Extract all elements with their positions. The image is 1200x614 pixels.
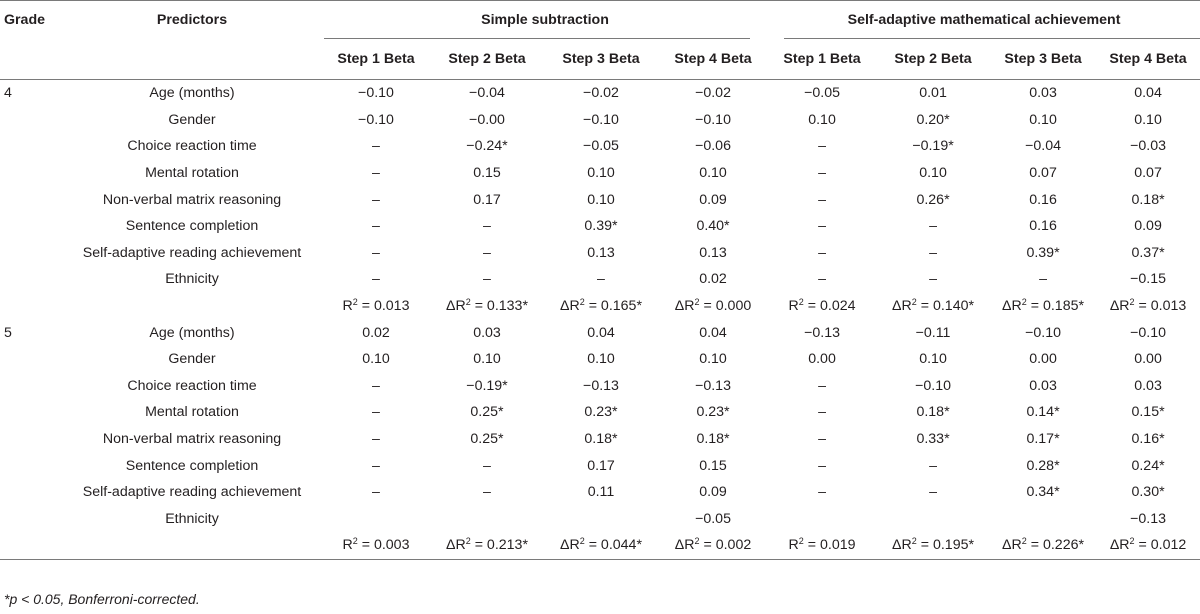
value-cell: 0.16* [1131,431,1165,448]
predictor-cell: Mental rotation [145,404,239,421]
value-cell: 0.10 [1029,111,1057,128]
value-cell [990,506,1096,533]
value-cell: – [818,138,826,155]
header-step-8: Step 4 Beta [1096,39,1200,80]
value-cell: 0.03 [1029,377,1057,394]
r-squared-cell [876,293,990,320]
value-cell: – [818,165,826,182]
value-cell: 0.09 [1134,218,1162,235]
header-step-1: Step 1 Beta [322,39,430,80]
r-squared-symbol: ΔR [674,537,695,554]
r-squared-cell [768,532,876,559]
r-squared-exponent: 2 [1129,297,1135,308]
r-squared-exponent: 2 [798,536,804,547]
r-squared-symbol: ΔR [560,298,580,315]
value-cell: – [483,271,491,288]
value-cell: 0.09 [699,484,727,501]
table-row [0,373,1200,400]
header-group-simple-subtraction [322,1,768,40]
value-cell: 0.26* [916,191,950,208]
grade-cell [0,240,62,267]
value-cell: 0.00 [808,351,836,368]
value-cell: 0.10 [699,165,727,182]
r-squared-exponent: 2 [465,536,471,547]
value-cell: −0.04 [1025,138,1061,155]
value-cell: – [818,431,826,448]
value-cell: 0.04 [699,324,727,341]
value-cell: 0.25* [470,404,504,421]
value-cell: 0.23* [584,404,618,421]
value-cell: – [372,191,380,208]
value-cell: −0.15 [1130,271,1166,288]
value-cell: 0.18* [584,431,618,448]
value-cell: – [818,484,826,501]
r-squared-exponent: 2 [1129,536,1135,547]
predictor-cell: Age (months) [149,324,235,341]
predictor-cell: Sentence completion [125,457,259,474]
value-cell: 0.13 [587,244,615,261]
r-squared-exponent: 2 [579,536,585,547]
r-squared-symbol: ΔR [1002,298,1022,315]
r-squared-cell [768,293,876,320]
r-squared-value: = 0.165* [584,298,642,315]
r-squared-exponent: 2 [798,297,804,308]
value-cell: −0.05 [804,85,840,102]
value-cell: 0.10 [919,165,947,182]
table-row [0,186,1200,213]
value-cell: 0.09 [699,191,727,208]
predictor-cell: Mental rotation [145,165,239,182]
value-cell: −0.13 [1130,510,1166,527]
table-row [0,133,1200,160]
value-cell: −0.10 [915,377,951,394]
table-row [0,346,1200,373]
r-squared-value: = 0.195* [916,537,974,554]
r-squared-symbol: ΔR [560,537,580,554]
r-squared-value: = 0.024 [803,298,856,315]
r-squared-cell [1096,293,1200,320]
r-squared-exponent: 2 [579,297,585,308]
value-cell: 0.37* [1131,244,1165,261]
header-step-4: Step 4 Beta [658,39,768,80]
grade-cell [0,506,62,533]
value-cell: 0.17 [587,457,615,474]
value-cell: 0.04 [1134,85,1162,102]
value-cell [430,506,544,533]
r-squared-value: = 0.185* [1026,298,1084,315]
value-cell: −0.13 [804,324,840,341]
value-cell: 0.03 [473,324,501,341]
value-cell: – [929,271,937,288]
value-cell: 0.04 [587,324,615,341]
r-squared-value: = 0.013 [357,298,410,315]
value-cell: 0.30* [1131,484,1165,501]
table-row [0,319,1200,346]
value-cell: −0.24* [466,138,508,155]
grade-cell: 5 [4,324,12,341]
group-underline-left [324,38,750,39]
value-cell: – [818,191,826,208]
value-cell [544,506,658,533]
value-cell: 0.13 [699,244,727,261]
r-squared-symbol: ΔR [446,298,466,315]
value-cell: 0.01 [919,85,947,102]
r-squared-value: = 0.002 [699,537,752,554]
grade-cell [0,266,62,293]
value-cell: – [1039,271,1047,288]
r-squared-value: = 0.013 [1134,298,1187,315]
value-cell: −0.00 [469,111,505,128]
value-cell: – [483,244,491,261]
r-squared-cell [1096,532,1200,559]
group-title-simple-subtraction: Simple subtraction [481,12,609,28]
table-row [0,426,1200,453]
r-squared-exponent: 2 [694,297,700,308]
r-squared-cell [322,532,430,559]
predictor-cell: Gender [168,111,216,128]
value-cell: – [929,457,937,474]
value-cell: 0.15 [699,457,727,474]
r-squared-cell [990,293,1096,320]
value-cell: 0.34* [1026,484,1060,501]
value-cell: 0.10 [808,111,836,128]
grade-cell [0,452,62,479]
value-cell: 0.39* [584,218,618,235]
r-squared-value: = 0.226* [1026,537,1084,554]
blank-cell [0,532,62,559]
r-squared-symbol: R [788,298,799,315]
r-squared-value: = 0.012 [1134,537,1187,554]
value-cell: 0.17* [1026,431,1060,448]
table-row [0,107,1200,134]
value-cell: 0.16 [1029,191,1057,208]
r-squared-cell [430,532,544,559]
value-cell: 0.03 [1134,377,1162,394]
r-squared-value: = 0.140* [916,298,974,315]
grade-cell [0,373,62,400]
value-cell: 0.25* [470,431,504,448]
predictor-cell: Non-verbal matrix reasoning [102,431,282,448]
header-step-5: Step 1 Beta [768,39,876,80]
value-cell: – [483,457,491,474]
value-cell: – [372,271,380,288]
grade-cell [0,107,62,134]
value-cell: – [483,218,491,235]
value-cell: −0.10 [1025,324,1061,341]
predictor-cell: Sentence completion [125,218,259,235]
value-cell: – [372,218,380,235]
value-cell: −0.19* [466,377,508,394]
r-squared-cell [658,532,768,559]
r-squared-exponent: 2 [911,536,917,547]
group-title-math-achievement: Self-adaptive mathematical achievement [847,12,1121,28]
r-squared-exponent: 2 [1021,297,1027,308]
grade-cell [0,213,62,240]
grade-cell [0,399,62,426]
r-squared-exponent: 2 [1021,536,1027,547]
value-cell: – [818,218,826,235]
predictor-cell: Age (months) [149,85,235,102]
value-cell: 0.39* [1026,244,1060,261]
predictor-cell: Self-adaptive reading achievement [82,484,302,501]
table-row [0,213,1200,240]
grade-cell: 4 [4,85,12,102]
value-cell: 0.03 [1029,85,1057,102]
r-squared-symbol: ΔR [1109,537,1130,554]
value-cell: – [818,457,826,474]
value-cell: – [929,218,937,235]
value-cell: 0.11 [587,484,615,501]
table-row [0,506,1200,533]
value-cell: 0.00 [1134,351,1162,368]
header-blank-grade [0,39,62,80]
value-cell: – [483,484,491,501]
value-cell: 0.18* [696,431,730,448]
r-squared-value: = 0.133* [470,298,528,315]
r-squared-exponent: 2 [465,297,471,308]
header-grade: Grade [0,1,62,40]
r-squared-value: = 0.213* [470,537,528,554]
header-group-math-achievement [768,1,1200,40]
value-cell: −0.10 [695,111,731,128]
r-squared-cell [430,293,544,320]
value-cell [876,506,990,533]
value-cell: −0.05 [583,138,619,155]
value-cell: – [929,484,937,501]
value-cell: 0.40* [696,218,730,235]
value-cell: – [372,457,380,474]
r-squared-value: = 0.019 [803,537,856,554]
header-blank-predictor [62,39,322,80]
value-cell: 0.15* [1131,404,1165,421]
grade-cell [0,186,62,213]
blank-cell [62,293,322,320]
value-cell: – [818,404,826,421]
r-squared-value: = 0.044* [584,537,642,554]
value-cell: 0.10 [362,351,390,368]
r-squared-row [0,293,1200,320]
r-squared-exponent: 2 [352,297,358,308]
value-cell: 0.02 [362,324,390,341]
value-cell: 0.02 [699,271,727,288]
r-squared-cell [990,532,1096,559]
predictor-cell: Gender [168,351,216,368]
value-cell: −0.11 [915,324,951,341]
r-squared-cell [322,293,430,320]
r-squared-symbol: ΔR [892,298,912,315]
grade-cell [0,160,62,187]
value-cell: −0.10 [358,85,394,102]
r-squared-symbol: ΔR [1109,298,1130,315]
blank-cell [62,532,322,559]
value-cell: −0.10 [358,111,394,128]
r-squared-symbol: R [342,298,353,315]
table-row [0,266,1200,293]
grade-cell [0,346,62,373]
value-cell: 0.10 [587,351,615,368]
value-cell: −0.03 [1130,138,1166,155]
predictor-cell: Choice reaction time [127,377,257,394]
predictor-cell: Choice reaction time [127,138,257,155]
value-cell: – [597,271,605,288]
r-squared-cell [544,293,658,320]
value-cell: 0.00 [1029,351,1057,368]
table-body [0,80,1200,560]
value-cell: −0.04 [469,85,505,102]
group-underline-right [784,38,1200,39]
r-squared-symbol: ΔR [1002,537,1022,554]
value-cell: −0.13 [583,377,619,394]
value-cell: – [372,484,380,501]
value-cell [322,506,430,533]
table-footnote: *p < 0.05, Bonferroni-corrected. [4,591,200,607]
predictor-cell: Non-verbal matrix reasoning [102,191,282,208]
value-cell: 0.33* [916,431,950,448]
table-row [0,479,1200,506]
value-cell: 0.20* [916,111,950,128]
value-cell: – [372,165,380,182]
r-squared-cell [544,532,658,559]
blank-cell [0,293,62,320]
value-cell: 0.10 [473,351,501,368]
r-squared-exponent: 2 [352,536,358,547]
value-cell: 0.15 [473,165,501,182]
grade-cell [0,133,62,160]
value-cell: −0.06 [695,138,731,155]
header-step-6: Step 2 Beta [876,39,990,80]
value-cell: 0.07 [1134,165,1162,182]
header-predictors: Predictors [62,1,322,40]
value-cell: 0.24* [1131,457,1165,474]
value-cell: −0.13 [695,377,731,394]
r-squared-cell [876,532,990,559]
value-cell: 0.10 [1134,111,1162,128]
value-cell: 0.07 [1029,165,1057,182]
value-cell: 0.10 [587,165,615,182]
value-cell: 0.28* [1026,457,1060,474]
table-row [0,80,1200,107]
value-cell: −0.02 [695,85,731,102]
value-cell: 0.14* [1026,404,1060,421]
value-cell: 0.10 [587,191,615,208]
value-cell: 0.18* [916,404,950,421]
r-squared-symbol: ΔR [446,537,466,554]
grade-cell [0,479,62,506]
r-squared-symbol: R [342,537,353,554]
value-cell: – [818,271,826,288]
r-squared-cell [658,293,768,320]
value-cell: 0.16 [1029,218,1057,235]
r-squared-symbol: ΔR [892,537,912,554]
value-cell: – [372,404,380,421]
predictor-cell: Ethnicity [165,271,219,288]
header-step-2: Step 2 Beta [430,39,544,80]
value-cell: 0.23* [696,404,730,421]
value-cell [768,506,876,533]
value-cell: – [372,377,380,394]
value-cell: 0.10 [919,351,947,368]
value-cell: – [372,431,380,448]
r-squared-exponent: 2 [694,536,700,547]
r-squared-row [0,532,1200,559]
value-cell: – [929,244,937,261]
table-row [0,452,1200,479]
header-step-7: Step 3 Beta [990,39,1096,80]
predictor-cell: Ethnicity [165,510,219,527]
value-cell: −0.10 [1130,324,1166,341]
r-squared-symbol: R [788,537,799,554]
table-row [0,160,1200,187]
value-cell: 0.10 [699,351,727,368]
grade-cell [0,426,62,453]
value-cell: 0.17 [473,191,501,208]
table-row [0,240,1200,267]
r-squared-value: = 0.003 [357,537,410,554]
value-cell: −0.02 [583,85,619,102]
r-squared-symbol: ΔR [674,298,695,315]
value-cell: −0.05 [695,510,731,527]
header-step-3: Step 3 Beta [544,39,658,80]
value-cell: −0.10 [583,111,619,128]
predictor-cell: Self-adaptive reading achievement [82,244,302,261]
value-cell: 0.18* [1131,191,1165,208]
table-row [0,399,1200,426]
r-squared-exponent: 2 [911,297,917,308]
value-cell: – [372,244,380,261]
value-cell: – [818,244,826,261]
value-cell: – [372,138,380,155]
value-cell: −0.19* [912,138,954,155]
r-squared-value: = 0.000 [699,298,752,315]
value-cell: – [818,377,826,394]
